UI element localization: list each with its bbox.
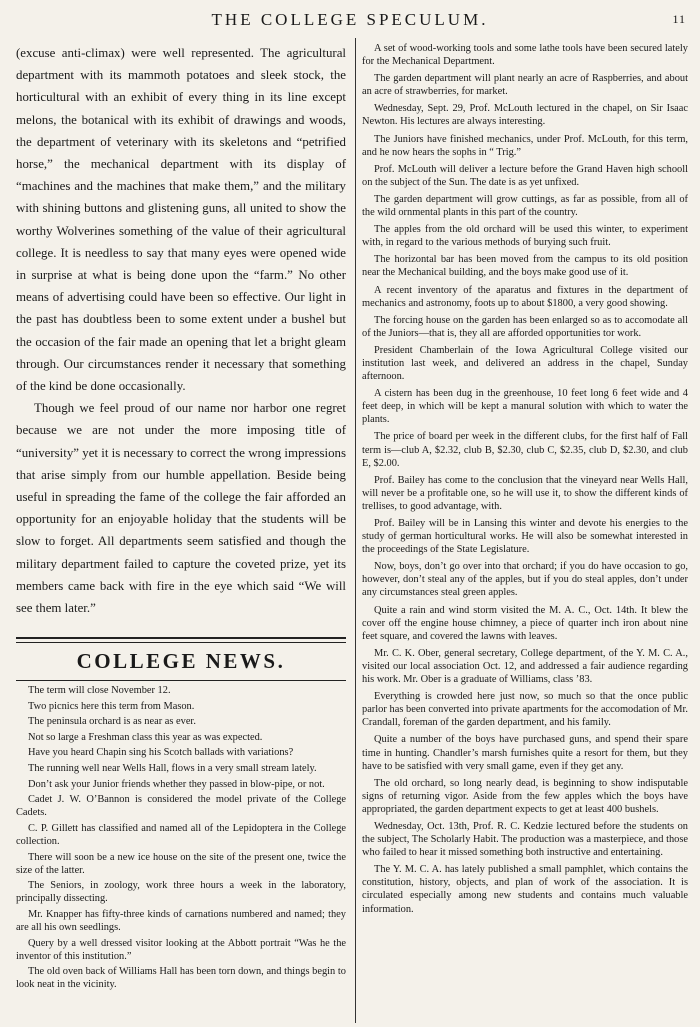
news-item: C. P. Gillett has classified and named all of the Lepidoptera in the College collection. bbox=[16, 822, 346, 847]
news-item: Prof. Bailey has come to the conclusion that the vineyard near Wells Hall, will never be a profitable one, so he will use it, to show the different kinds of trellises, to good advantage, with. bbox=[362, 474, 688, 512]
news-item: Everything is crowded here just now, so much so that the once public parlor has been converted into private apartments for the accomodation of Mr. Crandall, foreman of the garden department, and his family. bbox=[362, 691, 688, 729]
news-item: Two picnics here this term from Mason. bbox=[28, 700, 195, 712]
news-items-right bbox=[362, 42, 688, 920]
news-item: The garden department will plant nearly an acre of Raspberries, and about an acre of strawberries, for market. bbox=[362, 73, 688, 98]
essay-paragraph-1: (excuse anti-climax) were well represented. The agricultural department with its mammoth potatoes and sleek stock, the horticultural with an exhibit of every thing in its line except melons, the botanical with its exhibit of drawings and woods, the department of veterinary with its skeletons and “petrified horse,” the mechanical department with its display of “machines and the machines that make them,” and the military with shining buttons and glistening guns, all united to show the worthy Wolverines something of the value of their agricultural college. It is needless to say that many eyes were opened wide in surprise at what is being done upon the “farm.” No other means of advertising could have been so effective. Our light in the past has doubtless been to some extent under a bushel but the occasion of the fair made an opening that let a bright gleam through. Our circumstances render it necessary that something of the kind be done occasionally. bbox=[16, 46, 346, 394]
news-item: Quite a number of the boys have purchased guns, and spend their spare time in hunting. Chandler’s marsh furnishes quite a resort for them, but they have to be satisfied with very small game, even if they get any. bbox=[362, 734, 688, 772]
essay-paragraph-2: Though we feel proud of our name nor harbor one regret because we are not under the more imposing title of “university” yet it is necessary to correct the wrong impressions that arise simply from our humble appellation. Beside being useful in spreading the fame of the college the fair afforded an opportunity for an enjoyable holiday that the students will be slow to forget. All departments seem satisfied and though the military department failed to capture the coveted prize, yet its members came back with fire in the eye which said “We will see them later.” bbox=[16, 401, 346, 616]
news-item: Now, boys, don’t go over into that orchard; if you do have occasion to go, however, don’t steal any of the apples, but if you do steal apples, don’t under any circumstances steal green apples. bbox=[362, 561, 688, 599]
section-divider bbox=[16, 637, 346, 643]
section-heading: COLLEGE NEWS. bbox=[76, 649, 286, 673]
news-item: The term will close November 12. bbox=[28, 685, 171, 696]
news-item: The old oven back of Williams Hall has been torn down, and things begin to look neat in the vicinity. bbox=[16, 966, 346, 991]
news-item: A cistern has been dug in the greenhouse, 10 feet long 6 feet wide and 4 feet deep, in which will be kept a manural solution with which to water the plants. bbox=[362, 388, 688, 426]
news-item: The Y. M. C. A. has lately published a small pamphlet, which contains the constitution, history, objects, and plan of work of the association. It is circulated especially among new students and contains much valuable information. bbox=[362, 864, 688, 915]
news-item: The Seniors, in zoology, work three hours a week in the laboratory, principally dissecting. bbox=[16, 880, 346, 905]
news-item: Have you heard Chapin sing his Scotch ballads with variations? bbox=[28, 747, 294, 759]
news-item: President Chamberlain of the Iowa Agricultural College visited our institution last week, and delivered an address in the chapel, Sunday afternoon. bbox=[362, 344, 688, 383]
page-number: 11 bbox=[672, 12, 686, 26]
news-item: Query by a well dressed visitor looking at the Abbott portrait “Was he the inventor of this institution.” bbox=[16, 937, 346, 962]
news-items-left bbox=[16, 684, 346, 994]
news-item: There will soon be a new ice house on the site of the present one, twice the size of the latter. bbox=[16, 851, 346, 876]
news-item: The Juniors have finished mechanics, under Prof. McLouth, for this term, and he now hears the sophs in “ Trig.” bbox=[362, 133, 688, 158]
news-item: Mr. C. K. Ober, general secretary, College department, of the Y. M. C. A., visited our local association Oct. 12, and addressed a fair audience regarding his work. Mr. Ober is a graduate of Williams, class ’83. bbox=[362, 647, 688, 686]
news-item: The horizontal bar has been moved from the campus to its old position near the Mechanical building, and the boys make good use of it. bbox=[362, 254, 688, 279]
news-item: Mr. Knapper has fifty-three kinds of carnations numbered and named; they are all his own seedlings. bbox=[16, 908, 346, 933]
publication-title: THE COLLEGE SPECULUM. bbox=[211, 10, 489, 29]
news-item: Wednesday, Sept. 29, Prof. McLouth lectured in the chapel, on Sir Isaac Newton. His lectures are always interesting. bbox=[362, 103, 688, 128]
essay-column bbox=[16, 42, 346, 619]
news-item: Wednesday, Oct. 13th, Prof. R. C. Kedzie lectured before the students on the subject, The Scholarly Habit. The production was a masterpiece, and those who failed to hear it missed something both instructive and entertaining. bbox=[362, 820, 688, 859]
news-item: Quite a rain and wind storm visited the M. A. C., Oct. 14th. It blew the cover off the engine house chimney, a piece of quarter inch iron about nine feet square, and covered the lawns with leaves. bbox=[362, 604, 688, 642]
news-item: The old orchard, so long nearly dead, is beginning to show indisputable signs of returning vigor. Aside from the few apples which the boys have appropriated, the garden department expects to get at least 400 bushels. bbox=[362, 777, 688, 815]
news-item: The running well near Wells Hall, flows in a very small stream lately. bbox=[28, 762, 317, 774]
news-item: Prof. Bailey will be in Lansing this winter and devote his energies to the study of german horticultural works. He will also be somewhat interested in the proceedings of the State Legislature. bbox=[362, 518, 688, 556]
news-item: The forcing house on the garden has been enlarged so as to accomodate all of the Juniors—that is, they all are afforded opportunities tor work. bbox=[362, 314, 688, 339]
news-item: A set of wood-working tools and some lathe tools have been secured lately for the Mechanical Department. bbox=[362, 43, 688, 68]
news-item: The apples from the old orchard will be used this winter, to experiment with, in regard to the various methods of burying such fruit. bbox=[362, 224, 688, 249]
news-item: Don’t ask your Junior friends whether they passed in blow-pipe, or not. bbox=[28, 778, 325, 790]
page-header bbox=[0, 0, 700, 38]
news-item: Cadet J. W. O’Bannon is considered the model private of the College Cadets. bbox=[16, 794, 346, 819]
news-item: The garden department will grow cuttings, as far as possible, from all of the wild ornmental plants in this part of the country. bbox=[362, 193, 688, 219]
news-item: A recent inventory of the aparatus and fixtures in the department of mechanics and astronomy, foots up to about $1800, a very good showing. bbox=[362, 284, 688, 309]
news-item: Prof. McLouth will deliver a lecture before the Grand Haven high schooll on the subject of the Sun. The date is as yet unfixed. bbox=[362, 163, 688, 188]
news-item: The price of board per week in the different clubs, for the first half of Fall term is—club A, $2.32, club B, $2.30, club C, $2.35, club D, $2.30, and club E, $2.00. bbox=[362, 431, 688, 469]
heading-underline bbox=[16, 680, 346, 681]
news-item: Not so large a Freshman class this year as was expected. bbox=[28, 731, 263, 743]
news-item: The peninsula orchard is as near as ever. bbox=[28, 716, 196, 728]
column-divider bbox=[355, 38, 356, 1023]
